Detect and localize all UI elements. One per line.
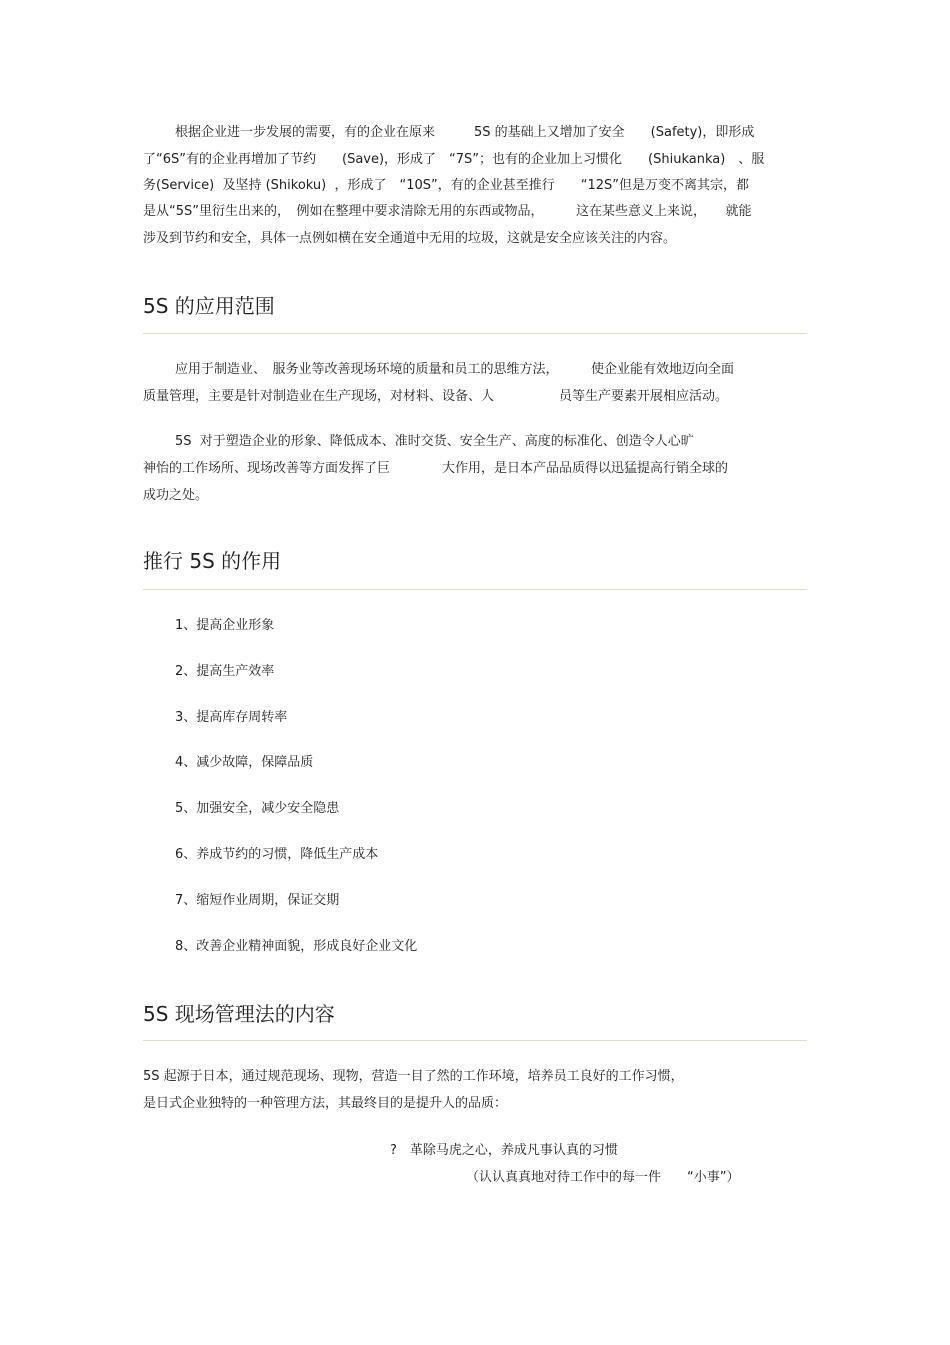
list-item: 3、提高库存周转率 (175, 710, 288, 725)
content-bullet: ? 革除马虎之心，养成凡事认真的习惯 (390, 1143, 618, 1158)
scope-p2-line-3: 成功之处。 (143, 488, 209, 503)
content-p1-line-1: 5S 起源于日本，通过规范现场、现物，营造一目了然的工作环境，培养员工良好的工作习惯， (143, 1069, 684, 1084)
intro-line-1: 根据企业进一步发展的需要，有的企业在原来 5S 的基础上又增加了安全 (Safety)，即形成 (175, 125, 755, 140)
section-divider (143, 333, 807, 334)
section-divider (143, 589, 807, 590)
list-item: 6、养成节约的习惯，降低生产成本 (175, 847, 379, 862)
list-item: 1、提高企业形象 (175, 618, 275, 633)
section-heading-scope: 5S 的应用范围 (143, 294, 275, 318)
list-item: 8、改善企业精神面貌，形成良好企业文化 (175, 939, 418, 954)
intro-line-3: 务(Service) 及坚持 (Shikoku) ，形成了 “10S”，有的企业甚至推行 “12S”但是万变不离其宗，都 (143, 178, 750, 193)
scope-p1-line-2: 质量管理，主要是针对制造业在生产现场，对材料、设备、人 员等生产要素开展相应活动。 (143, 389, 729, 404)
content-bullet-note: （认认真真地对待工作中的每一件 “小事”） (466, 1170, 740, 1185)
section-divider (143, 1040, 807, 1041)
scope-p2-line-2: 神怡的工作场所、现场改善等方面发挥了巨 大作用，是日本产品品质得以迅猛提高行销全球的 (143, 461, 729, 476)
intro-line-5: 涉及到节约和安全，具体一点例如横在安全通道中无用的垃圾，这就是安全应该关注的内容。 (143, 231, 677, 246)
list-item: 4、减少故障，保障品质 (175, 755, 314, 770)
section-heading-content: 5S 现场管理法的内容 (143, 1002, 335, 1026)
list-item: 5、加强安全，减少安全隐患 (175, 801, 340, 816)
list-item: 7、缩短作业周期，保证交期 (175, 893, 340, 908)
section-heading-effects: 推行 5S 的作用 (143, 549, 282, 573)
intro-line-2: 了“6S”有的企业再增加了节约 (Save)，形成了 “7S”；也有的企业加上习惯化 (Shiukanka) 、服 (143, 152, 765, 167)
scope-p1-line-1: 应用于制造业、 服务业等改善现场环境的质量和员工的思维方法， 使企业能有效地迈向全面 (175, 362, 735, 377)
intro-line-4: 是从“5S”里衍生出来的， 例如在整理中要求清除无用的东西或物品， 这在某些意义上来说， 就能 (143, 204, 752, 219)
scope-p2-line-1: 5S 对于塑造企业的形象、降低成本、准时交货、安全生产、高度的标准化、创造令人心旷 (175, 434, 694, 449)
list-item: 2、提高生产效率 (175, 664, 275, 679)
content-p1-line-2: 是日式企业独特的一种管理方法，其最终目的是提升人的品质： (143, 1096, 508, 1111)
